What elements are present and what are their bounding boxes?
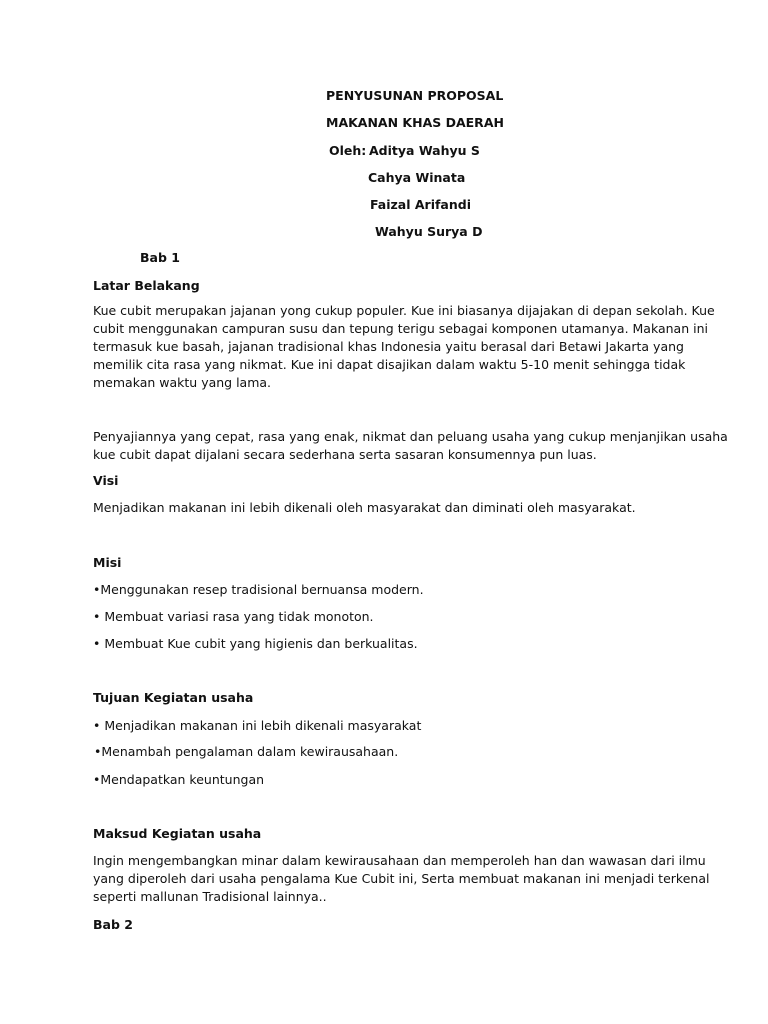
tujuan-list-item: •Menambah pengalaman dalam kewirausahaan. [94, 744, 399, 759]
paragraph-line: termasuk kue basah, jajanan tradisional khas Indonesia yaitu berasal dari Betawi Jakarta yang [93, 339, 684, 354]
section-heading-tujuan: Tujuan Kegiatan usaha [93, 690, 254, 705]
latar-belakang-paragraph [93, 302, 715, 392]
document-title-line1: PENYUSUNAN PROPOSAL [326, 88, 504, 103]
paragraph-line: Penyajiannya yang cepat, rasa yang enak, nikmat dan peluang usaha yang cukup menjanjikan usaha [93, 429, 728, 444]
visi-text: Menjadikan makanan ini lebih dikenali oleh masyarakat dan diminati oleh masyarakat. [93, 500, 636, 515]
paragraph-line: kue cubit dapat dijalani secara sederhana serta sasaran konsumennya pun luas. [93, 447, 597, 462]
section-heading-misi: Misi [93, 555, 122, 570]
paragraph-line: yang diperoleh dari usaha pengalama Kue Cubit ini, Serta membuat makanan ini menjadi terkenal [93, 871, 710, 886]
paragraph-line: memilik cita rasa yang nikmat. Kue ini dapat disajikan dalam waktu 5-10 menit sehingga tidak [93, 357, 686, 372]
misi-list-item: •Menggunakan resep tradisional bernuansa modern. [93, 582, 424, 597]
chapter-heading: Bab 1 [140, 250, 180, 265]
author-name: Cahya Winata [368, 170, 466, 185]
document-title-line2: MAKANAN KHAS DAERAH [326, 115, 504, 130]
author-name: Aditya Wahyu S [369, 143, 480, 158]
author-name: Wahyu Surya D [375, 224, 483, 239]
misi-list-item: • Membuat Kue cubit yang higienis dan berkualitas. [93, 636, 418, 651]
oleh-label: Oleh: [329, 143, 367, 158]
paragraph-line: Kue cubit merupakan jajanan yong cukup populer. Kue ini biasanya dijajakan di depan sekolah. Kue [93, 303, 715, 318]
penyajian-paragraph [93, 428, 728, 464]
paragraph-line: Ingin mengembangkan minar dalam kewirausahaan dan memperoleh han dan wawasan dari ilmu [93, 853, 706, 868]
tujuan-list-item: •Mendapatkan keuntungan [93, 772, 265, 787]
paragraph-line: memakan waktu yang lama. [93, 375, 272, 390]
misi-list-item: • Membuat variasi rasa yang tidak monoton. [93, 609, 374, 624]
chapter-heading: Bab 2 [93, 917, 133, 932]
tujuan-list-item: • Menjadikan makanan ini lebih dikenali masyarakat [93, 718, 422, 733]
paragraph-line: seperti mallunan Tradisional lainnya.. [93, 889, 327, 904]
paragraph-line: cubit menggunakan campuran susu dan tepung terigu sebagai komponen utamanya. Makanan ini [93, 321, 708, 336]
section-heading-maksud: Maksud Kegiatan usaha [93, 826, 262, 841]
section-heading-visi: Visi [93, 473, 119, 488]
author-name: Faizal Arifandi [370, 197, 472, 212]
section-heading-latar-belakang: Latar Belakang [93, 278, 200, 293]
maksud-paragraph [93, 852, 710, 906]
